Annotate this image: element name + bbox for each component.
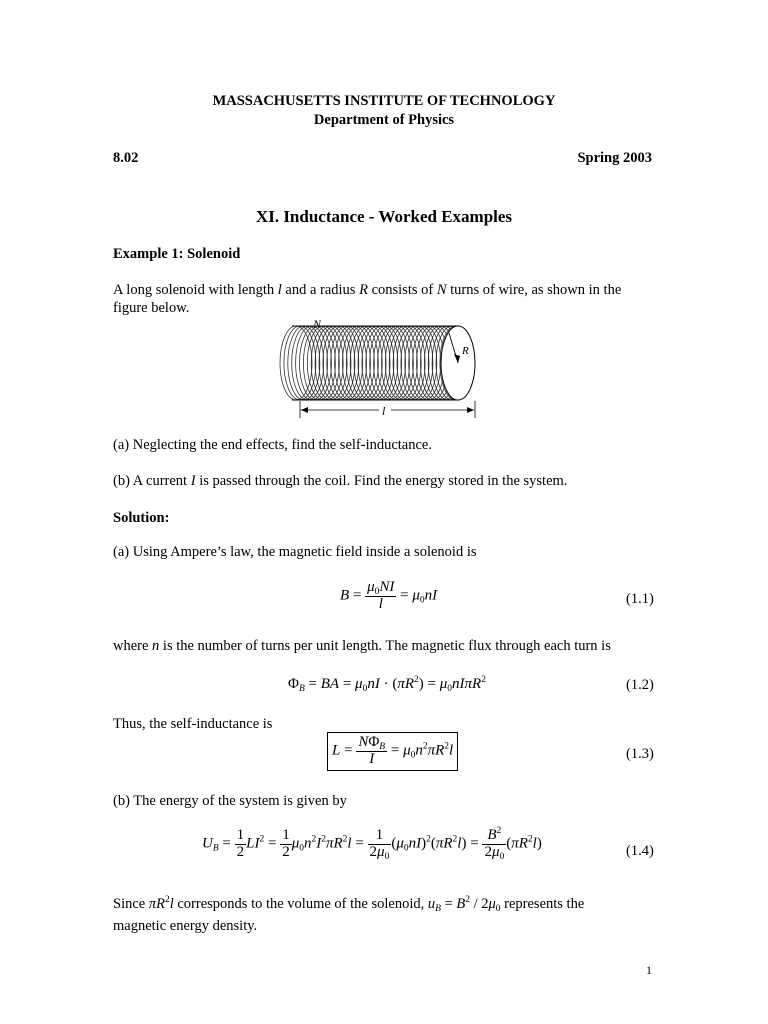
length-label: l — [382, 404, 386, 418]
equation-1-2: $\Phi_B$ = BA = $\mu_0nI \cdot (\pi R^2) = \mu_0nI\pi R^2$ — [288, 675, 486, 694]
page-number: 1 — [646, 963, 652, 977]
part-b-text: (b) A current I is passed through the coil. Find the energy stored in the system. — [113, 473, 568, 489]
radius-label: R — [462, 345, 469, 357]
page-title: XI. Inductance - Worked Examples — [255, 207, 513, 226]
equation-number: (1.3) — [626, 746, 654, 762]
solution-a-intro: (a) Using Ampere’s law, the magnetic field inside a solenoid is — [113, 544, 477, 560]
solution-heading: Solution: — [113, 510, 170, 526]
turns-label: N — [313, 317, 322, 331]
solenoid-figure — [278, 314, 490, 422]
thus-text: Thus, the self-inductance is — [113, 716, 273, 732]
course-number: 8.02 — [113, 150, 139, 166]
equation-1-3: L = $\frac{N\Phi_B}{I}$ = $\mu_0n^2\pi R^2l$ — [327, 732, 458, 771]
equation-number: (1.4) — [626, 843, 654, 859]
equation-1-1: B = $\frac{\mu_0NI}{l}$ = $\mu_0nI$ — [340, 579, 438, 612]
closing-text-line2: magnetic energy density. — [113, 918, 258, 934]
part-a-text: (a) Neglecting the end effects, find the self-inductance. — [113, 437, 432, 453]
equation-number: (1.2) — [626, 677, 654, 693]
length-arrow-left — [301, 407, 308, 413]
problem-text-line2: figure below. — [113, 300, 190, 316]
problem-text-line1: A long solenoid with length l and a radius R consists of N turns of wire, as shown in the — [113, 282, 622, 298]
solution-b-intro: (b) The energy of the system is given by — [113, 793, 347, 809]
length-arrow-right — [467, 407, 474, 413]
institution-name: MASSACHUSETTS INSTITUTE OF TECHNOLOGY — [212, 93, 556, 109]
closing-text-line1: Since $\pi R^2l$ corresponds to the volume of the solenoid, $u_B = B^2 / 2\mu_0$ represents the — [113, 895, 585, 914]
flux-text: where n is the number of turns per unit length. The magnetic flux through each turn is — [113, 638, 611, 654]
example-heading: Example 1: Solenoid — [113, 246, 241, 262]
equation-1-4: $U_B$ = $\frac{1}{2}$ $LI^2$ = $\frac{1}{2}$ $\mu_0n^2I^2\pi R^2l$ = $\frac{1}{2\mu_0}$ $(\mu_0nI)^2(\pi R^2l)$ = $\frac{B^2}{2\mu_0}$ $(\pi R^2l)$ — [202, 826, 542, 862]
equation-number: (1.1) — [626, 591, 654, 607]
term: Spring 2003 — [577, 150, 652, 166]
department-name: Department of Physics — [313, 112, 455, 128]
